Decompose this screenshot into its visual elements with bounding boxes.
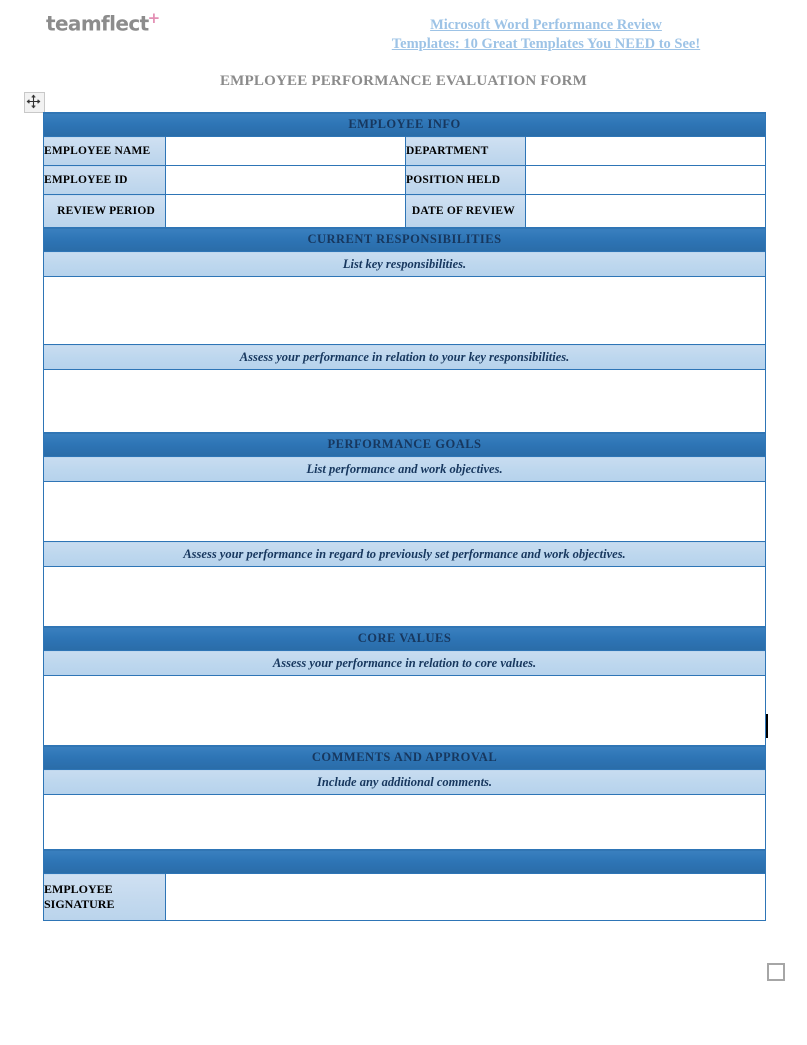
answer-row-assess-objectives xyxy=(44,567,766,627)
additional-comments-textarea[interactable] xyxy=(44,795,766,850)
answer-row-list-key-responsibilities xyxy=(44,277,766,345)
assess-core-values-textarea[interactable] xyxy=(44,676,766,746)
prompt-row-additional-comments xyxy=(44,770,766,795)
assess-responsibilities-textarea[interactable] xyxy=(44,370,766,433)
assess-objectives-textarea[interactable] xyxy=(44,567,766,627)
position-held-input[interactable] xyxy=(526,166,766,195)
employee-evaluation-form-table xyxy=(43,112,766,921)
prompt-row-assess-responsibilities xyxy=(44,345,766,370)
page-header xyxy=(0,0,807,68)
table-row-employee-id xyxy=(44,166,766,195)
prompt-label: List key responsibilities. xyxy=(44,252,766,277)
promo-link-line-1: Microsoft Word Performance Review xyxy=(430,17,662,33)
prompt-row-list-objectives xyxy=(44,457,766,482)
section-header-performance-goals xyxy=(44,433,766,457)
review-period-label: REVIEW PERIOD xyxy=(44,195,166,228)
prompt-label: Include any additional comments. xyxy=(44,770,766,795)
answer-row-assess-responsibilities xyxy=(44,370,766,433)
section-header-current-responsibilities xyxy=(44,228,766,252)
answer-row-list-objectives xyxy=(44,482,766,542)
review-period-input[interactable] xyxy=(166,195,406,228)
prompt-label: Assess your performance in regard to previously set performance and work objectives. xyxy=(44,542,766,567)
employee-id-label: EMPLOYEE ID xyxy=(44,166,166,195)
page-title: EMPLOYEE PERFORMANCE EVALUATION FORM xyxy=(219,73,588,89)
employee-signature-input[interactable] xyxy=(166,874,766,921)
teamflect-logo xyxy=(46,11,160,34)
department-label: DEPARTMENT xyxy=(406,137,526,166)
employee-name-input[interactable] xyxy=(166,137,406,166)
employee-signature-label: EMPLOYEE SIGNATURE xyxy=(44,874,166,921)
section-header-label: CURRENT RESPONSIBILITIES xyxy=(44,228,766,252)
date-of-review-label: DATE OF REVIEW xyxy=(406,195,526,228)
section-divider-bar xyxy=(44,850,766,874)
table-resize-handle[interactable] xyxy=(767,963,785,981)
text-caret xyxy=(766,714,768,738)
answer-row-assess-core-values xyxy=(44,676,766,746)
list-objectives-textarea[interactable] xyxy=(44,482,766,542)
section-header-comments-and-approval xyxy=(44,746,766,770)
section-header-label: EMPLOYEE INFO xyxy=(44,113,766,137)
promo-link-line-2: Templates: 10 Great Templates You NEED to See! xyxy=(391,36,701,52)
promo-link[interactable] xyxy=(316,16,776,54)
logo-wordmark: teamflect xyxy=(46,11,149,36)
date-of-review-input[interactable] xyxy=(526,195,766,228)
section-header-label: COMMENTS AND APPROVAL xyxy=(44,746,766,770)
table-row-review-period xyxy=(44,195,766,228)
prompt-label: List performance and work objectives. xyxy=(44,457,766,482)
prompt-row-list-key-responsibilities xyxy=(44,252,766,277)
section-header-label: PERFORMANCE GOALS xyxy=(44,433,766,457)
employee-id-input[interactable] xyxy=(166,166,406,195)
prompt-row-assess-objectives xyxy=(44,542,766,567)
prompt-label: Assess your performance in relation to core values. xyxy=(44,651,766,676)
department-input[interactable] xyxy=(526,137,766,166)
answer-row-additional-comments xyxy=(44,795,766,850)
employee-name-label: EMPLOYEE NAME xyxy=(44,137,166,166)
prompt-label: Assess your performance in relation to your key responsibilities. xyxy=(44,345,766,370)
table-row-employee-name xyxy=(44,137,766,166)
logo-plus-icon: + xyxy=(147,9,160,27)
section-divider-label xyxy=(44,850,766,874)
prompt-row-assess-core-values xyxy=(44,651,766,676)
list-key-responsibilities-textarea[interactable] xyxy=(44,277,766,345)
section-header-label: CORE VALUES xyxy=(44,627,766,651)
section-header-employee-info xyxy=(44,113,766,137)
table-row-employee-signature xyxy=(44,874,766,921)
position-held-label: POSITION HELD xyxy=(406,166,526,195)
section-header-core-values xyxy=(44,627,766,651)
move-cross-icon xyxy=(25,93,42,110)
table-move-handle[interactable] xyxy=(24,92,45,113)
